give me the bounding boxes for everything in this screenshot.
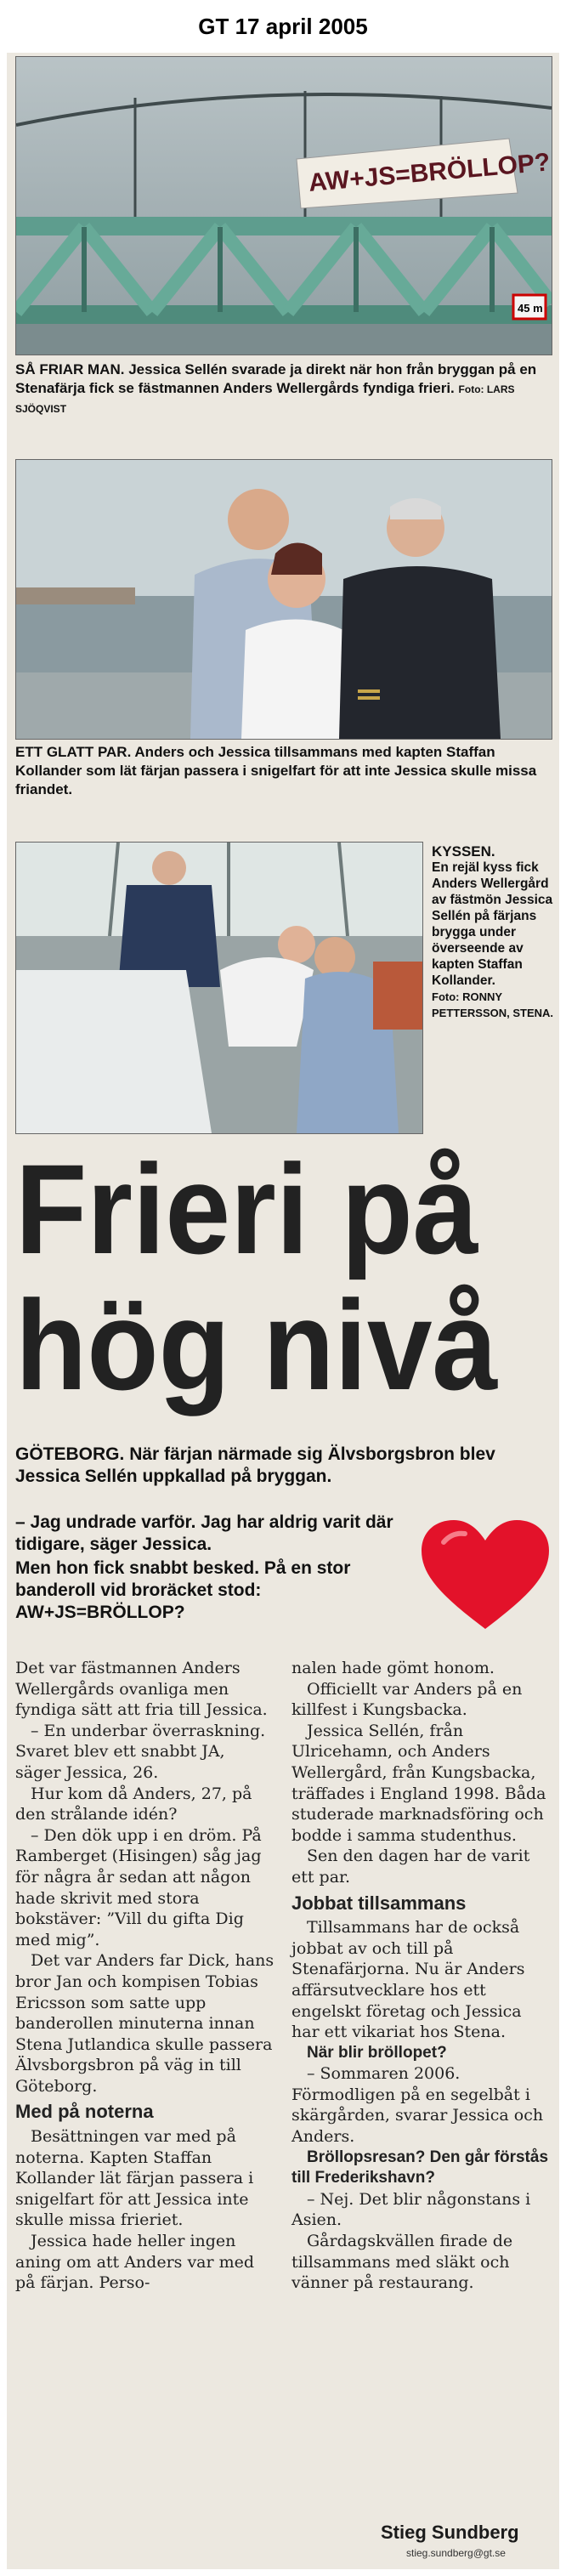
photo1-caption-text: Jessica Sellén svarade ja direkt när hon från bryggan på en Stenafärja fick se fästmannen Anders Wellergårds fyndiga frieri. <box>15 361 537 396</box>
ingress-second <box>15 1558 415 1624</box>
byline-name: Stieg Sundberg <box>381 2522 519 2543</box>
article-column-2 <box>291 1658 551 2294</box>
ingress-first <box>15 1444 551 1488</box>
kiss-photo <box>15 842 423 1134</box>
col1-subheading: Med på noterna <box>15 2101 154 2123</box>
col2-question-1: När blir bröllopet? <box>307 2043 447 2062</box>
col1-paragraph-7: Jessica hade heller ingen aning om att Anders var med på färjan. Perso- <box>15 2232 255 2293</box>
photo2-caption-lead: ETT GLATT PAR. <box>15 744 132 760</box>
photo3-caption-lead: KYSSEN. <box>432 843 495 860</box>
photo1-caption-lead: SÅ FRIAR MAN. <box>15 361 125 377</box>
col2-paragraph-6: Gårdagskvällen firade de tillsammans med släkt och vänner på restaurang. <box>291 2232 513 2293</box>
headline-line-1: Frieri på <box>15 1138 478 1280</box>
page-header <box>0 0 566 53</box>
col2-answer-1: – Sommaren 2006. Förmodligen på en segelbåt i skärgården, svarar Jessica och Anders. <box>291 2064 544 2147</box>
photo1-credit: Foto: LARS SJÖQVIST <box>15 383 515 415</box>
ingress-text-2: Men hon fick snabbt besked. På en stor banderoll vid broräcket stod: <box>15 1558 351 1600</box>
newspaper-clipping <box>7 53 559 2569</box>
photo3-caption <box>432 843 555 1021</box>
ingress-text-1: När färjan närmade sig Älvsborgsbron blev Jessica Sellén uppkallad på bryggan. <box>15 1444 495 1486</box>
col2-answer-2: – Nej. Det blir någonstans i Asien. <box>291 2189 531 2230</box>
ingress-quote: – Jag undrade varför. Jag har aldrig varit där tidigare, säger Jessica. <box>15 1512 393 1554</box>
bridge-illustration <box>16 57 552 355</box>
dateline: GÖTEBORG. <box>15 1444 125 1464</box>
col1-paragraph-6: Besättningen var med på noterna. Kapten Staffan Kollander lät färjan passera i snigelfart för att Jessica inte skulle missa frieriet. <box>15 2127 254 2230</box>
bridge-banner-text: AW+JS=BRÖLLOP? <box>307 148 552 197</box>
page-title: GT 17 april 2005 <box>198 14 368 39</box>
col1-paragraph-3: Hur kom då Anders, 27, på den strålande idén? <box>15 1784 252 1824</box>
couple-photo <box>15 459 552 740</box>
col2-paragraph-4: Sen den dagen har de varit ett par. <box>291 1847 530 1887</box>
heart-icon <box>418 1517 552 1636</box>
headline-line-2: hög nivå <box>15 1274 498 1416</box>
photo2-caption-text: Anders och Jessica tillsammans med kapten Staffan Kollander som lät färjan passera i snigelfart för att inte Jessica skulle missa friandet. <box>15 744 537 797</box>
photo3-credit: Foto: RONNY PETTERSSON, STENA. <box>432 990 554 1019</box>
couple-illustration <box>16 460 552 739</box>
col1-paragraph-2: – En underbar överraskning. Svaret blev ett snabbt JA, säger Jessica, 26. <box>15 1721 266 1782</box>
ingress-banner-text: AW+JS=BRÖLLOP? <box>15 1603 185 1622</box>
col2-paragraph-5: Tillsammans har de också jobbat av och till på Stenafärjorna. Nu är Anders affärsutvecklare hos ett engelskt företag och Jessica har ett vikariat hos Stena. <box>291 1918 525 2042</box>
byline-email: stieg.sundberg@gt.se <box>406 2547 506 2559</box>
col2-paragraph-1: nalen hade gömt honom. <box>291 1659 495 1677</box>
kiss-illustration <box>16 843 422 1133</box>
col1-paragraph-5: Det var Anders far Dick, hans bror Jan och kompisen Tobias Ericsson som satte upp banderollen minuterna innan Stena Jutlandica skulle passera Älvsborgsbron på väg in till Göteborg. <box>15 1951 275 2096</box>
height-sign-text: 45 m <box>518 302 543 315</box>
col2-paragraph-3: Jessica Sellén, från Ulricehamn, och Anders Wellergård, från Kungsbacka, träffades i England 1998. Båda studerade marknadsföring och bodde i samma studenthus. <box>291 1721 546 1845</box>
col2-paragraph-2: Officiellt var Anders på en killfest i Kungsbacka. <box>291 1679 523 1720</box>
col2-question-2: Bröllopsresan? Den går förstås till Frederikshavn? <box>291 2148 549 2187</box>
col2-subheading: Jobbat tillsammans <box>291 1892 467 1914</box>
photo3-caption-text: En rejäl kyss fick Anders Wellergård av fästmön Jessica Sellén på färjans brygga under överseende av kapten Staffan Kollander. <box>432 860 553 988</box>
photo2-caption <box>15 743 551 799</box>
col1-paragraph-4: – Den dök upp i en dröm. På Ramberget (Hisingen) såg jag för några år sedan att någon hade skrivit med stora bokstäver: ”Vill du gifta Dig med mig”. <box>15 1825 262 1949</box>
col1-paragraph-1: Det var fästmannen Anders Wellergårds ovanliga men fyndiga sätt att fria till Jessica. <box>15 1659 268 1720</box>
photo1-caption <box>15 360 551 418</box>
bridge-photo <box>15 56 552 355</box>
article-column-1 <box>15 1658 275 2294</box>
